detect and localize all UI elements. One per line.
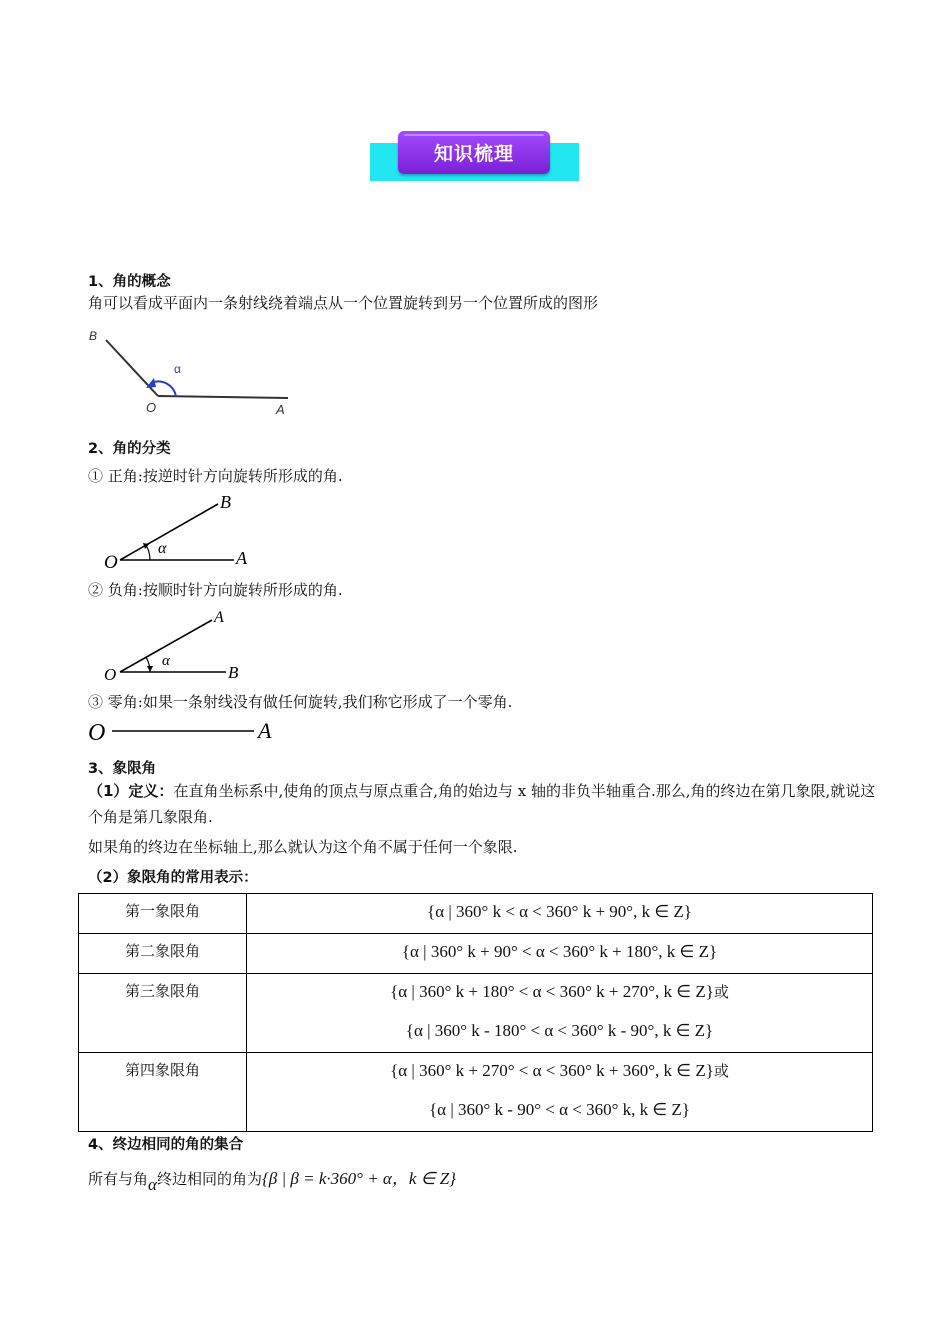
quadrant-name: 第三象限角 [79, 974, 247, 1053]
label-alpha: α [158, 540, 167, 557]
label-A: A [214, 609, 224, 626]
table-row [79, 894, 873, 934]
label-O: O [104, 552, 118, 570]
table-row [79, 974, 873, 1053]
section-1-title: 1、角的概念 [88, 274, 171, 290]
table-row [79, 934, 873, 974]
label-A: A [276, 402, 285, 417]
label-B: B [89, 329, 98, 343]
coterminal-prefix: 所有与角 [88, 1170, 149, 1188]
ray-OB [106, 340, 158, 396]
expression-line: {α | 360° k - 180° < α < 360° k - 90°, k ∈ Z} [405, 1021, 714, 1040]
alpha-symbol: α [148, 1175, 157, 1194]
arc-arrowhead [146, 378, 156, 388]
positive-angle-figure [96, 488, 266, 570]
coterminal-formula: {β | β = k·360° + α，k ∈ Z} [261, 1169, 456, 1188]
coterminal-sentence [88, 1166, 456, 1192]
or-connector: 或 [713, 983, 729, 1001]
label-O: O [104, 665, 117, 684]
table-row [79, 1053, 873, 1132]
label-O: O [88, 720, 106, 746]
ray-OB [120, 504, 218, 560]
section-4-title: 4、终边相同的角的集合 [88, 1137, 244, 1153]
quadrant-angle-table [78, 893, 873, 1132]
negative-angle-figure [96, 604, 266, 684]
quadrant-expression [247, 974, 873, 1053]
zero-angle-figure [86, 712, 286, 748]
section-banner-title: 知识梳理 [398, 131, 550, 174]
definition-label: （1）定义： [88, 782, 174, 800]
label-B: B [220, 492, 231, 512]
negative-angle-text: ② 负角:按顺时针方向旋转所形成的角. [88, 581, 343, 599]
quadrant-name: 第二象限角 [79, 934, 247, 974]
expression-line: {α | 360° k < α < 360° k + 90°, k ∈ Z} [427, 902, 692, 921]
label-A: A [258, 718, 272, 743]
ray-OA [158, 396, 288, 398]
definition-text: 在直角坐标系中,使角的顶点与原点重合,角的始边与 x 轴的非负半轴重合.那么,角的终边在第几象限,就说这个角是第几象限角. [88, 782, 876, 826]
representation-title: （2）象限角的常用表示： [88, 870, 258, 886]
definition-paragraph [88, 778, 878, 830]
section-2-title: 2、角的分类 [88, 441, 171, 457]
label-O: O [146, 400, 157, 415]
rotation-arc [146, 545, 150, 560]
angle-concept-figure [80, 322, 310, 422]
expression-line: {α | 360° k + 180° < α < 360° k + 270°, k ∈ Z} [390, 982, 714, 1001]
quadrant-expression [247, 894, 873, 934]
quadrant-expression [247, 934, 873, 974]
definition-note: 如果角的终边在坐标轴上,那么就认为这个角不属于任何一个象限. [88, 838, 518, 856]
section-3-title: 3、象限角 [88, 761, 157, 777]
label-B: B [228, 663, 239, 682]
zero-angle-text: ③ 零角:如果一条射线没有做任何旋转,我们称它形成了一个零角. [88, 693, 513, 711]
expression-line: {α | 360° k + 90° < α < 360° k + 180°, k ∈ Z} [401, 942, 718, 961]
positive-angle-text: ① 正角:按逆时针方向旋转所形成的角. [88, 467, 343, 485]
quadrant-name: 第四象限角 [79, 1053, 247, 1132]
arc-arrowhead [147, 666, 153, 672]
coterminal-mid: 终边相同的角为 [156, 1170, 262, 1188]
or-connector: 或 [713, 1062, 729, 1080]
label-A: A [236, 548, 247, 568]
expression-line: {α | 360° k - 90° < α < 360° k, k ∈ Z} [429, 1100, 690, 1119]
quadrant-expression [247, 1053, 873, 1132]
label-alpha: α [174, 362, 181, 376]
label-alpha: α [162, 653, 170, 669]
section-1-text: 角可以看成平面内一条射线绕着端点从一个位置旋转到另一个位置所成的图形 [88, 294, 599, 312]
quadrant-name: 第一象限角 [79, 894, 247, 934]
expression-line: {α | 360° k + 270° < α < 360° k + 360°, k ∈ Z} [390, 1061, 714, 1080]
